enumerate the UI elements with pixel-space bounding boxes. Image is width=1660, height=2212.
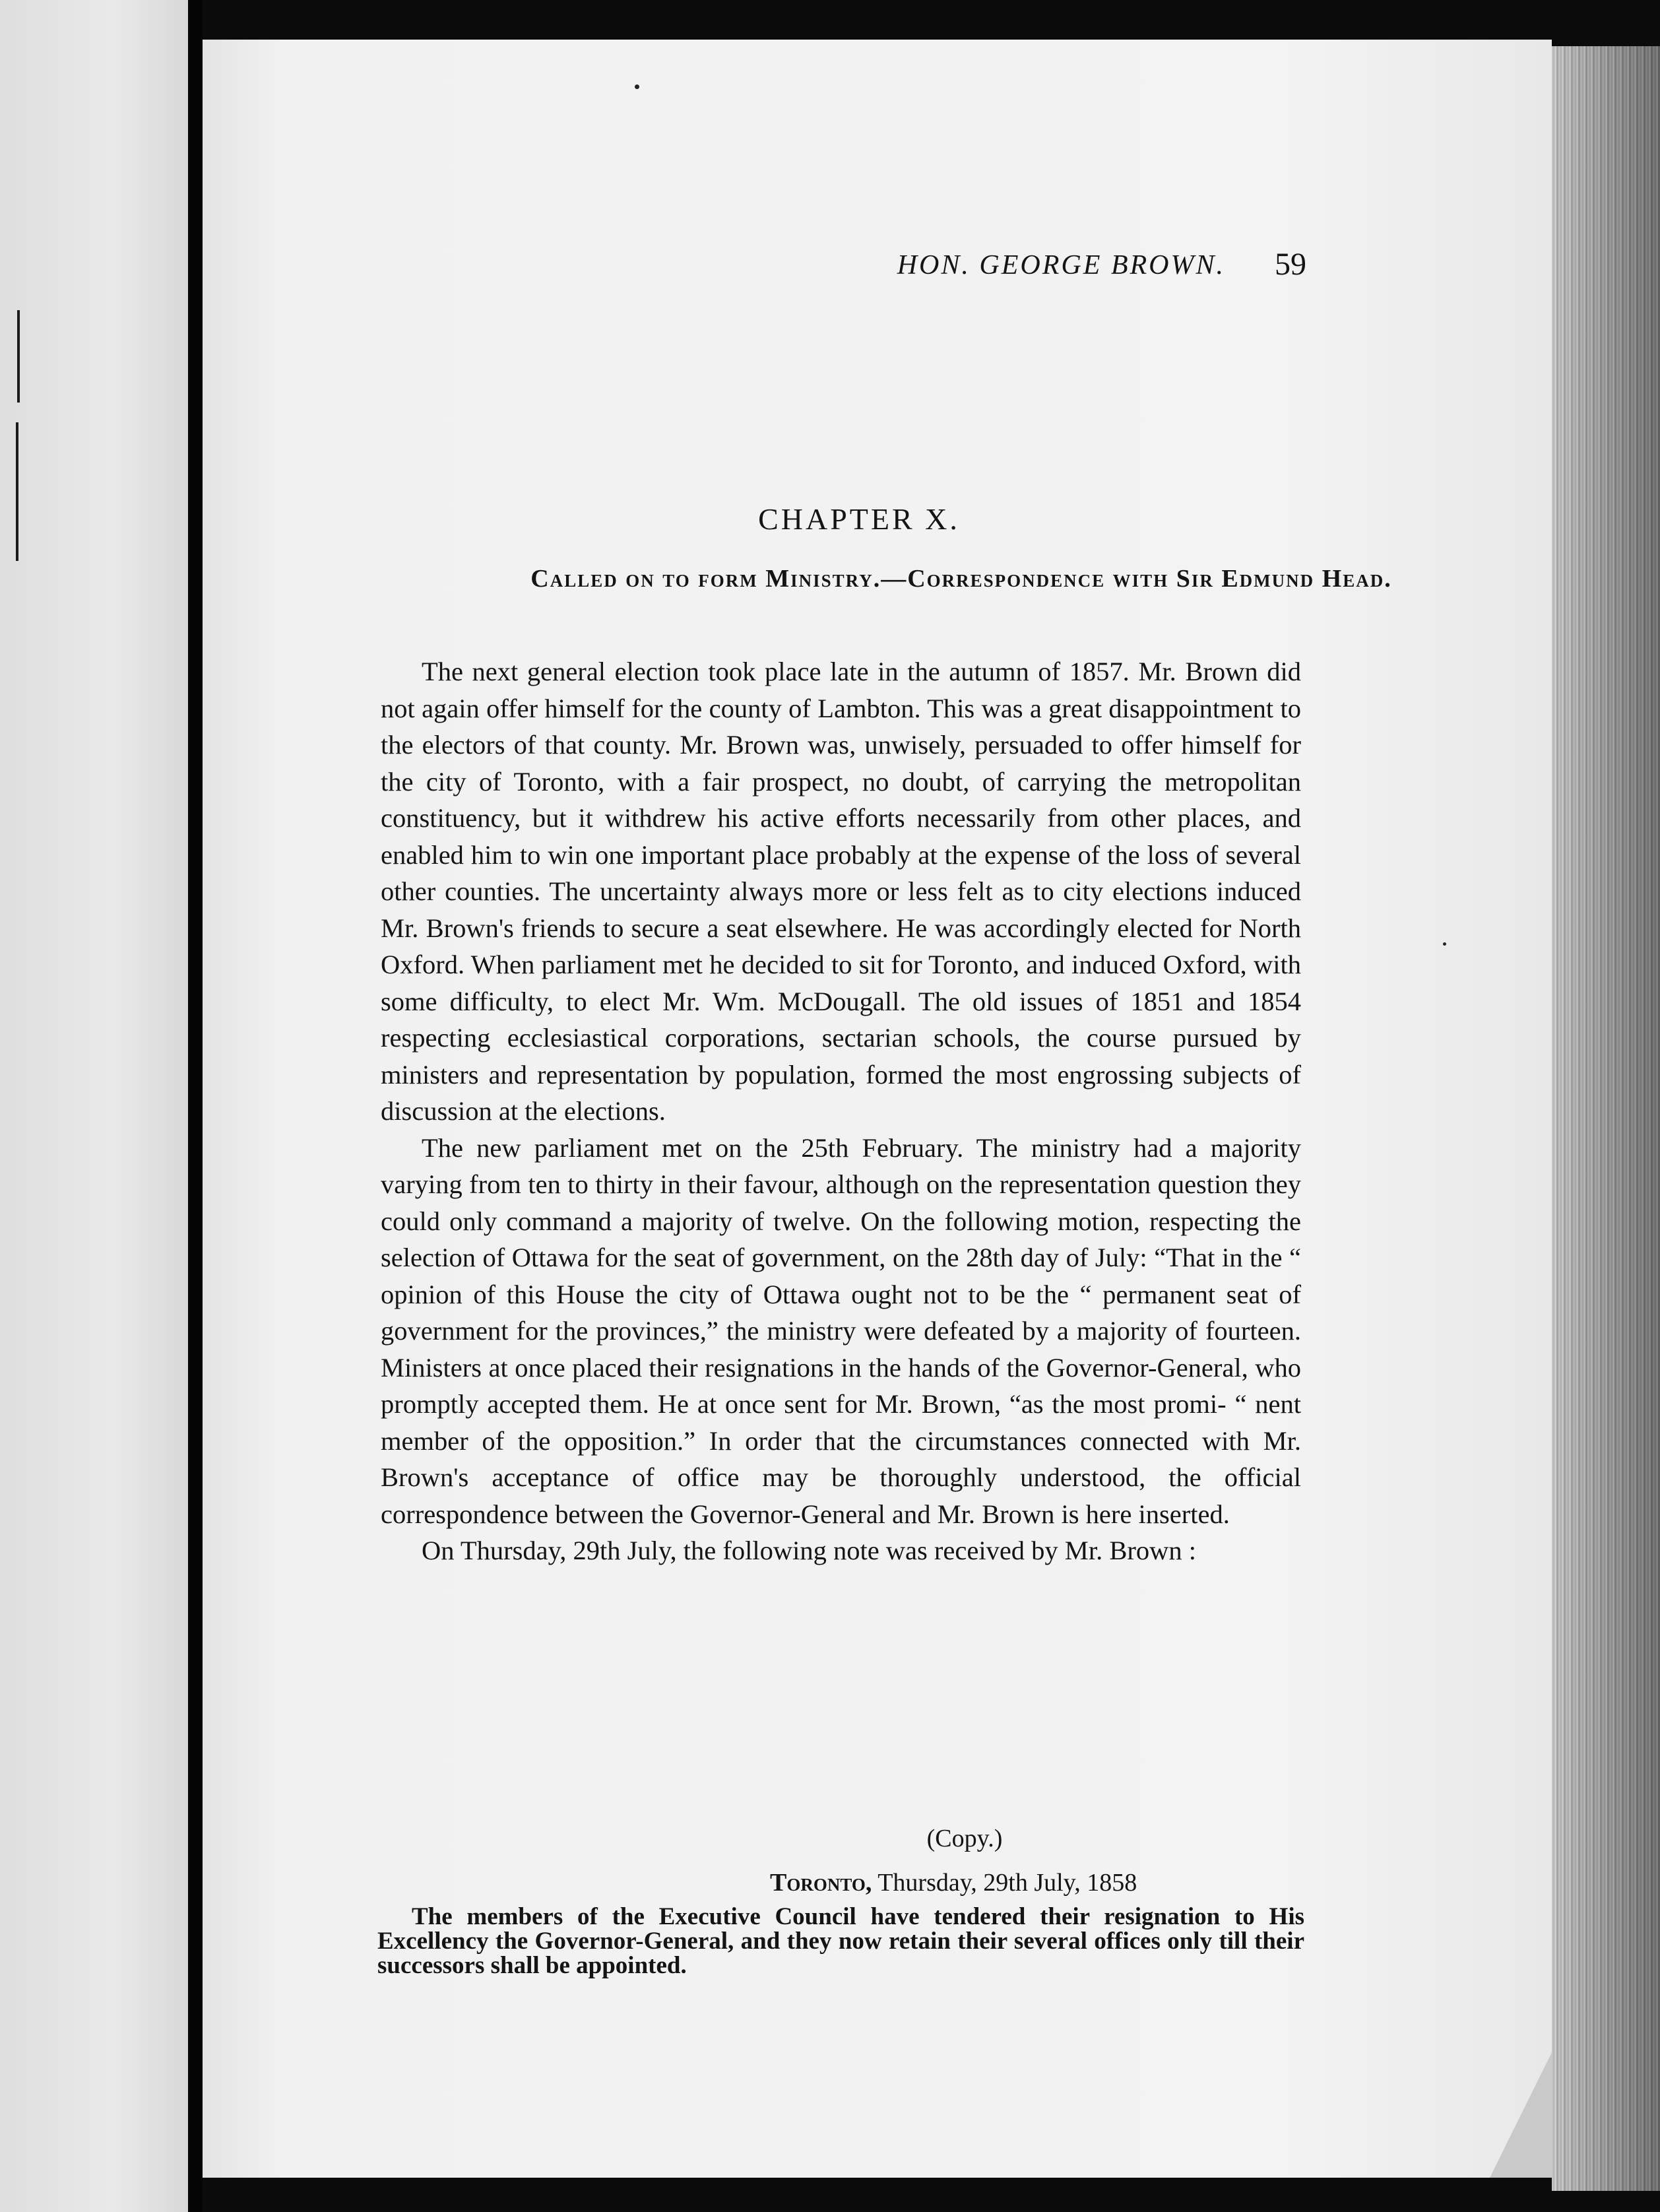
ink-speck <box>635 84 639 89</box>
dateline-place: Toronto, <box>770 1869 872 1897</box>
chapter-title: CHAPTER X. <box>758 502 960 536</box>
page-edges-shade <box>1552 46 1660 2191</box>
paragraph: The new parliament met on the 25th February. The ministry had a majority varying from ten to thirty in their favour, although on the representation question they could only command a majority of twelve. On the following motion, respecting the selection of Ottawa for the seat of government, on the 28th day of July: “That in the “ opinion of this House the city of Ottawa ought not to be the “ permanent seat of government for the provinces,” the ministry were defeated by a majority of fourteen. Ministers at once placed their resignations in the hands of the Governor-General, who promptly accepted them. He at once sent for Mr. Brown, “as the most promi- “ nent member of the opposition.” In order that the circumstances connected with Mr. Brown's acceptance of office may be thoroughly understood, the official correspondence between the Governor-General and Mr. Brown is here inserted. <box>381 1132 1301 1529</box>
facing-page-edge <box>0 0 188 2212</box>
margin-mark <box>17 310 20 403</box>
page-number: 59 <box>1275 247 1306 282</box>
chapter-subtitle: Called on to form Ministry.—Correspondence with Sir Edmund Head. <box>530 565 1392 593</box>
ink-speck <box>1443 942 1446 946</box>
paragraph: On Thursday, 29th July, the following note was received by Mr. Brown : <box>422 1536 1196 1565</box>
letter-dateline <box>770 1868 1137 1897</box>
margin-mark <box>16 422 18 561</box>
paragraph: The next general election took place late in the autumn of 1857. Mr. Brown did not again offer himself for the county of Lambton. This was a great disappointment to the electors of that county. Mr. Brown was, unwisely, persuaded to offer himself for the city of Toronto, with a fair prospect, no doubt, of carrying the metropolitan constituency, but it withdrew his active efforts necessarily from other places, and enabled him to win one important place probably at the expense of the loss of several other counties. The uncertainty always more or less felt as to city elections induced Mr. Brown's friends to secure a seat elsewhere. He was accordingly elected for North Oxford. When parliament met he decided to sit for Toronto, and induced Oxford, with some difficulty, to elect Mr. Wm. McDougall. The old issues of 1851 and 1854 respecting ecclesiastical corporations, sectarian schools, the course pursued by ministers and representation by population, formed the most engrossing subjects of discussion at the elections. <box>381 657 1301 1126</box>
dateline-date: Thursday, 29th July, 1858 <box>878 1869 1137 1897</box>
copy-label: (Copy.) <box>926 1825 1003 1852</box>
letter-paragraph: The members of the Executive Council have tendered their resignation to His Excellency the Governor-General, and they now retain their several offices only till their successors shall be appointed. <box>377 1903 1304 1979</box>
running-head: HON. GEORGE BROWN. <box>897 250 1225 280</box>
book-gutter <box>188 0 203 2212</box>
book-page <box>203 40 1552 2178</box>
page-curl <box>1490 2052 1552 2178</box>
page-content <box>203 40 1552 2178</box>
letter-body <box>377 1904 1304 1978</box>
body-text <box>381 653 1301 1569</box>
